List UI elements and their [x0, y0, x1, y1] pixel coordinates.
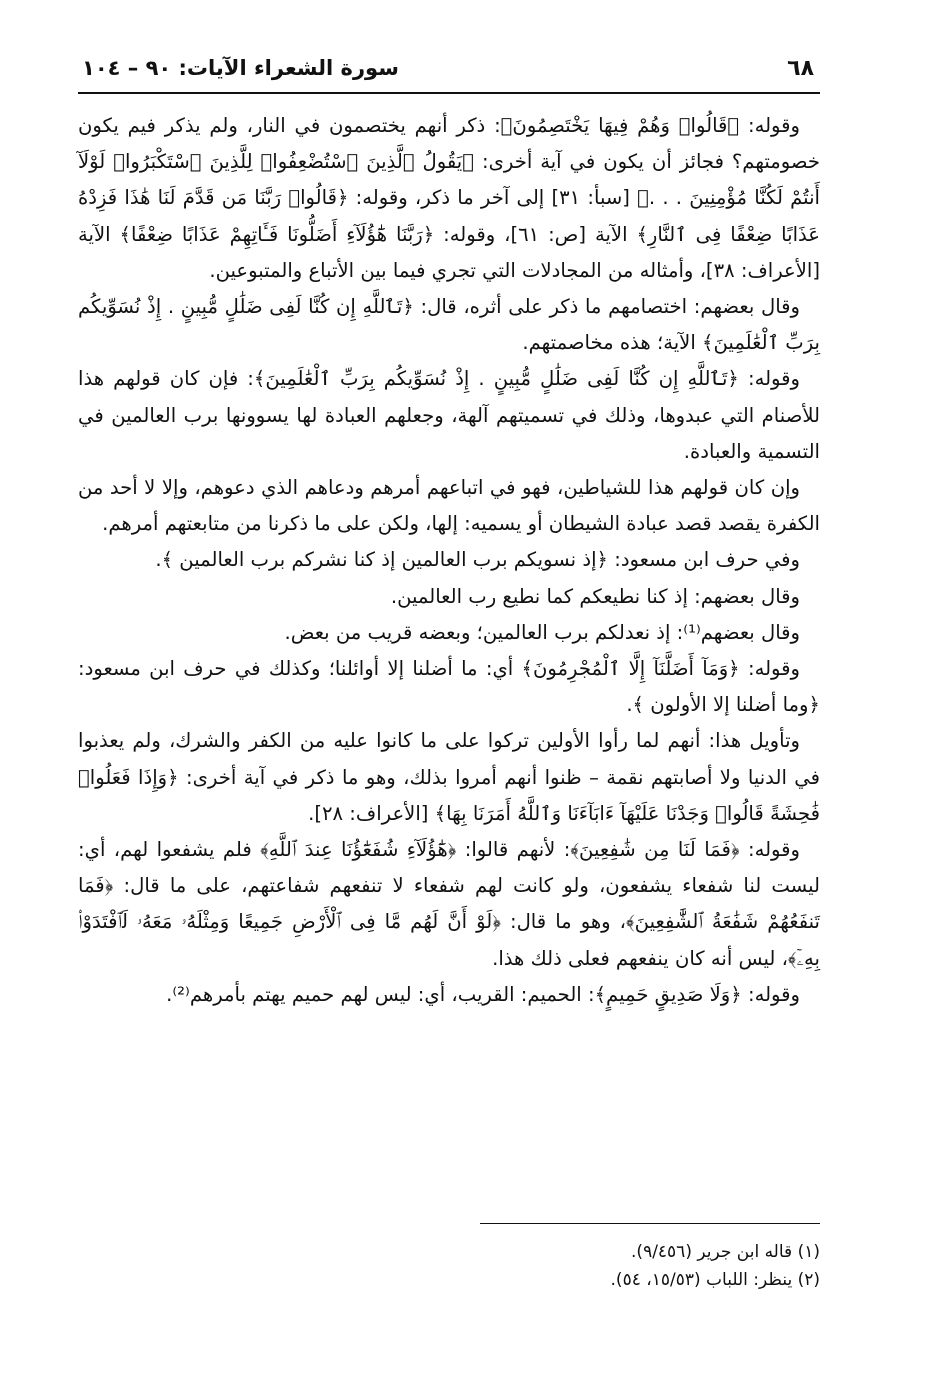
paragraph: وفي حرف ابن مسعود: ﴿إذ نسويكم برب العالمين إذ كنا نشركم برب العالمين ﴾.: [155, 548, 800, 572]
paragraph: وقوله: ﴿وَلَا صَدِيقٍ حَمِيمٍ﴾: الحميم: القريب، أي: ليس لهم حميم يهتم بأمرهم⁽²⁾.: [166, 982, 800, 1006]
paragraph: وقوله: ﴿قَالُوا۟ وَهُمْ فِيهَا يَخْتَصِمُونَ﴾: ذكر أنهم يختصمون في النار، ولم يذكر فيم يكون خصومتهم؟ فجائز أن يكون في آية أخرى: ﴿يَقُولُ ٱلَّذِينَ ٱسْتُضْعِفُوا۟ لِلَّذِينَ ٱسْتَكْبَرُوا۟ لَوْلَآ أَنتُمْ لَكُنَّا مُؤْمِنِينَ . . .﴾ [سبأ: ٣١] إلى آخر ما ذكر، وقوله: ﴿قَالُوا۟ رَبَّنَا مَن قَدَّمَ لَنَا هَٰذَا فَزِدْهُ عَذَابًا ضِعْفًا فِى ٱلنَّارِ﴾ الآية [ص: ٦١]، وقوله: ﴿رَبَّنَا هَٰٓؤُلَآءِ أَضَلُّونَا فَـَٔاتِهِمْ عَذَابًا ضِعْفًا﴾ الآية [الأعراف: ٣٨]، وأمثاله من المجادلات التي تجري فيما بين الأتباع والمتبوعين.: [78, 114, 820, 282]
footnote-item: (٢) ينظر: اللباب (١٥/٥٣، ٥٤).: [610, 1270, 820, 1290]
page-header: [78, 52, 820, 94]
main-text: [78, 108, 820, 1013]
footnotes: [78, 1238, 820, 1294]
paragraph: وقوله: ﴿تَٱللَّهِ إِن كُنَّا لَفِى ضَلَٰلٍ مُّبِينٍ . إِذْ نُسَوِّيكُم بِرَبِّ ٱلْعَٰلَمِينَ﴾: فإن كان قولهم هذا للأصنام التي عبدوها، وذلك في تسميتهم آلهة، وجعلهم العبادة لها يسوونها برب العالمين في التسمية والعبادة.: [78, 367, 820, 463]
paragraph: وقوله: ﴿فَمَا لَنَا مِن شَٰفِعِينَ﴾: لأنهم قالوا: ﴿هَٰٓؤُلَآءِ شُفَعَٰٓؤُنَا عِندَ ٱللَّهِ﴾ فلم يشفعوا لهم، أي: ليست لنا شفعاء يشفعون، ولو كانت لهم شفعاء لا تنفعهم شفاعتهم، على ما قال: ﴿فَمَا تَنفَعُهُمْ شَفَٰعَةُ ٱلشَّٰفِعِينَ﴾، وهو ما قال: ﴿لَوْ أَنَّ لَهُم مَّا فِى ٱلْأَرْضِ جَمِيعًا وَمِثْلَهُۥ مَعَهُۥ لَٱفْتَدَوْا۟ بِهِۦٓ﴾، ليس أنه كان ينفعهم فعلى ذلك هذا.: [78, 838, 820, 970]
footnote-divider: [480, 1223, 820, 1224]
paragraph: وقال بعضهم: إذ كنا نطيعكم كما نطيع رب العالمين.: [390, 584, 800, 608]
paragraph: وقال بعضهم: اختصامهم ما ذكر على أثره، قال: ﴿تَٱللَّهِ إِن كُنَّا لَفِى ضَلَٰلٍ مُّبِينٍ . إِذْ نُسَوِّيكُم بِرَبِّ ٱلْعَٰلَمِينَ﴾ الآية؛ هذه مخاصمتهم.: [78, 295, 820, 355]
paragraph: وقال بعضهم⁽¹⁾: إذ نعدلكم برب العالمين؛ وبعضه قريب من بعض.: [284, 620, 800, 644]
book-page: [78, 52, 820, 1352]
paragraph: وقوله: ﴿وَمَآ أَضَلَّنَآ إِلَّا ٱلْمُجْرِمُونَ﴾ أي: ما أضلنا إلا أوائلنا؛ وكذلك في حرف ابن مسعود: ﴿وما أضلنا إلا الأولون ﴾.: [78, 657, 820, 717]
paragraph: وتأويل هذا: أنهم لما رأوا الأولين تركوا على ما كانوا عليه من الكفر والشرك، ولم يعذبوا في الدنيا ولا أصابتهم نقمة – ظنوا أنهم أمروا بذلك، وهو ما ذكر في آية أخرى: ﴿وَإِذَا فَعَلُوا۟ فَٰحِشَةً قَالُوا۟ وَجَدْنَا عَلَيْهَآ ءَابَآءَنَا وَٱللَّهُ أَمَرَنَا بِهَا﴾ [الأعراف: ٢٨].: [78, 729, 820, 825]
running-title: سورة الشعراء الآيات: ٩٠ – ١٠٤: [82, 56, 399, 80]
footnote-item: (١) قاله ابن جرير (٩/٤٥٦).: [631, 1242, 820, 1262]
paragraph: وإن كان قولهم هذا للشياطين، فهو في اتباعهم أمرهم ودعاهم الذي دعوهم، وإلا لا أحد من الكفرة يقصد قصد عبادة الشيطان أو يسميه: إلها، ولكن على ما ذكرنا من متابعتهم أمرهم.: [78, 476, 820, 536]
page-number: ٦٨: [787, 56, 814, 81]
